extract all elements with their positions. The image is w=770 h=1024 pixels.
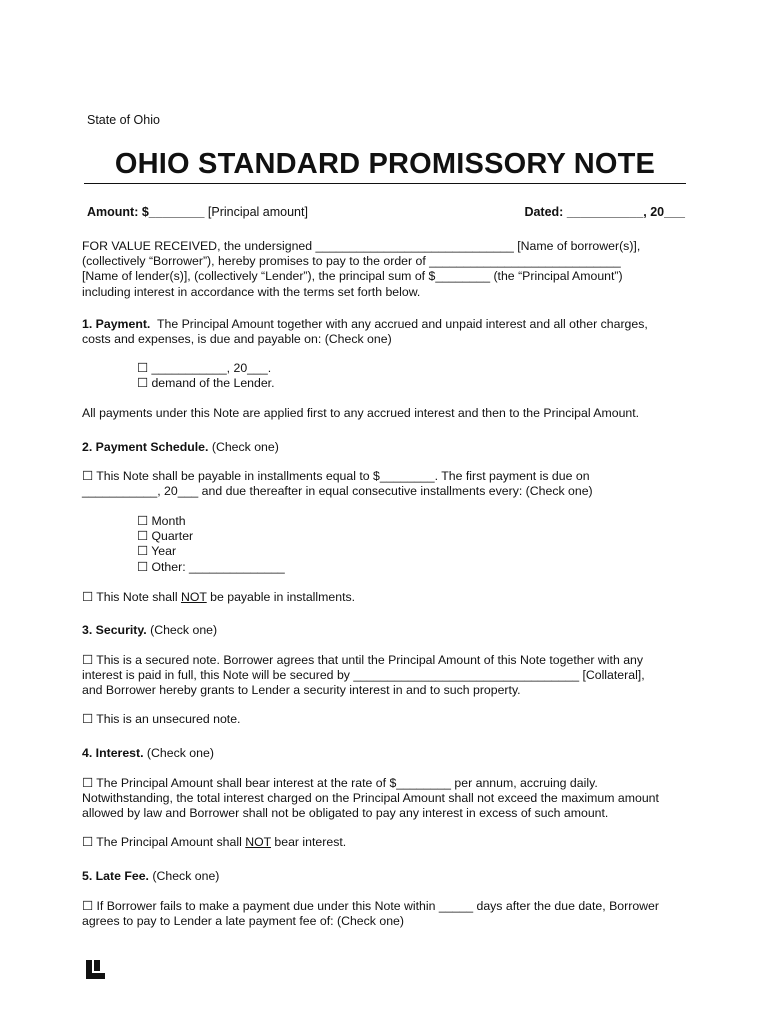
payment-options	[137, 361, 275, 391]
section-text: costs and expenses, is due and payable on: (Check one)	[82, 332, 392, 347]
section-payment-schedule: 2. Payment Schedule. (Check one)	[82, 440, 279, 454]
checkbox-option[interactable]: ☐ ___________, 20___.	[137, 361, 272, 375]
intro-line: including interest in accordance with the terms set forth below.	[82, 284, 421, 299]
checkbox-option[interactable]: ☐ Year	[137, 544, 177, 559]
intro-paragraph	[82, 239, 692, 300]
secured-note-option[interactable]: ☐ This is a secured note. Borrower agrees that until the Principal Amount of this Note together with any interest is paid in full, this Note will be secured by _________________________________ [Collateral], and Borrower hereby grants to Lender a security interest in and to such property.	[82, 653, 645, 698]
intro-line: (collectively “Borrower”), hereby promises to pay to the order of ____________________________	[82, 254, 621, 269]
section-interest: 4. Interest. (Check one)	[82, 746, 214, 760]
no-interest-option[interactable]: ☐ The Principal Amount shall NOT bear interest.	[82, 835, 347, 849]
section-security: 3. Security. (Check one)	[82, 623, 218, 637]
checkbox-option[interactable]: ☐ Month	[137, 514, 186, 528]
section-heading: 4. Interest.	[82, 746, 144, 760]
no-installments-option[interactable]: ☐ This Note shall NOT be payable in installments.	[82, 590, 356, 604]
document-title: OHIO STANDARD PROMISSORY NOTE	[84, 148, 686, 184]
checkbox-option[interactable]: ☐ Other: ______________	[137, 559, 285, 574]
section-heading: 1. Payment.	[82, 317, 151, 331]
checkbox-option[interactable]: ☐ Quarter	[137, 529, 194, 544]
checkbox-option[interactable]: ☐ demand of the Lender.	[137, 376, 275, 391]
state-label: State of Ohio	[87, 113, 160, 127]
section-heading: 3. Security.	[82, 623, 147, 637]
payment-application-text: All payments under this Note are applied first to any accrued interest and then to the Principal Amount.	[82, 406, 640, 420]
section-heading: 2. Payment Schedule.	[82, 440, 209, 454]
section-text: The Principal Amount together with any accrued and unpaid interest and all other charges,	[150, 317, 648, 331]
unsecured-note-option[interactable]: ☐ This is an unsecured note.	[82, 712, 241, 726]
section-heading: 5. Late Fee.	[82, 869, 149, 883]
intro-line: FOR VALUE RECEIVED, the undersigned _____________________________ [Name of borrower(s)],	[82, 239, 641, 253]
legal-templates-logo-icon	[86, 960, 105, 979]
section-payment	[82, 317, 692, 347]
amount-field	[87, 205, 308, 219]
amount-label: Amount: $________	[87, 205, 205, 219]
dated-field: Dated: ___________, 20___	[524, 205, 685, 219]
late-fee-option[interactable]: ☐ If Borrower fails to make a payment due under this Note within _____ days after the due date, Borrower agrees to pay to Lender a late payment fee of: (Check one)	[82, 899, 659, 929]
section-late-fee: 5. Late Fee. (Check one)	[82, 869, 220, 883]
installment-periods	[137, 514, 285, 575]
installments-option[interactable]: ☐ This Note shall be payable in installments equal to $________. The first payment is due on ___________, 20___ and due thereafter in equal consecutive installments every: (Check one)	[82, 469, 593, 499]
interest-rate-option[interactable]: ☐ The Principal Amount shall bear interest at the rate of $________ per annum, accruing daily. Notwithstanding, the total interest charged on the Principal Amount shall not exceed the maximum amount allowed by law and Borrower shall not be obligated to pay any interest in excess of such amount.	[82, 776, 659, 821]
amount-note: [Principal amount]	[204, 205, 308, 219]
intro-line: [Name of lender(s)], (collectively “Lender”), the principal sum of $________ (the “Principal Amount”)	[82, 269, 623, 284]
